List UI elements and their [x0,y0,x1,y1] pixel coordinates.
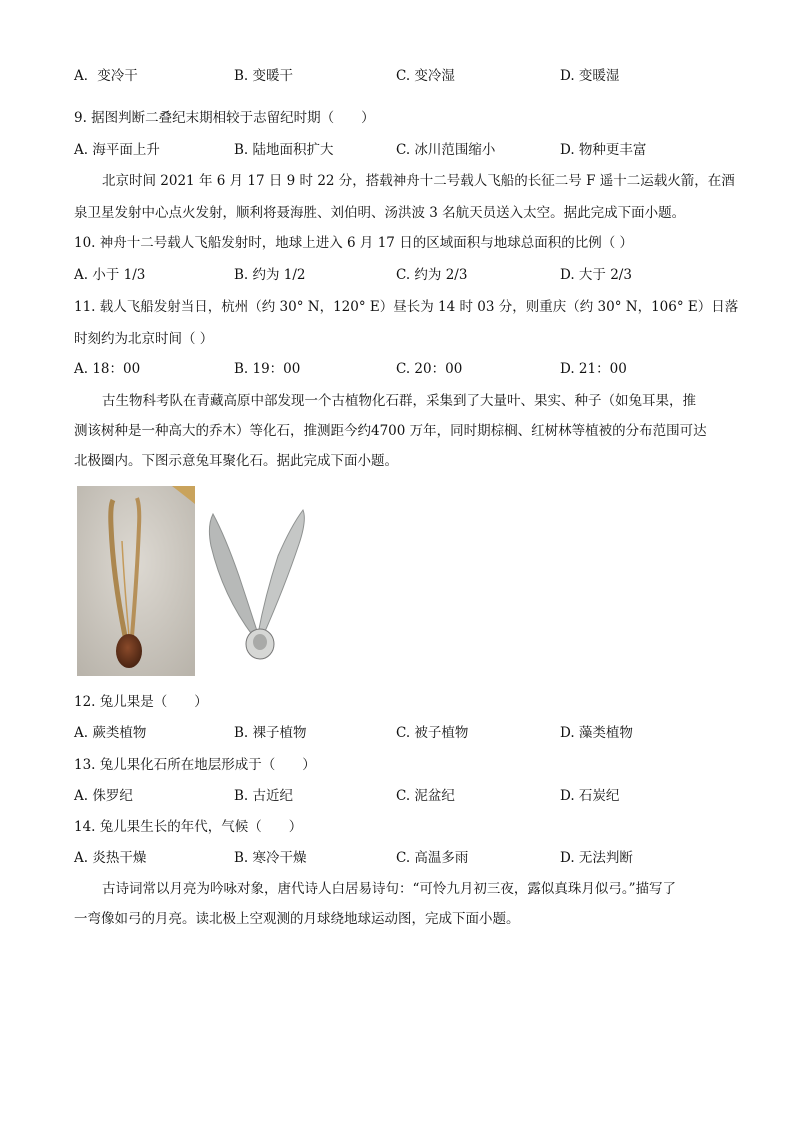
passage-line: 测该树种是一种高大的乔木）等化石，推测距今约4700 万年，同时期棕榈、红树林等植被的分布范围可达 [74,423,707,439]
q9-stem: 9. 据图判断二叠纪末期相较于志留纪时期（ ） [74,110,375,126]
passage-shenzhou [74,172,735,222]
q14-stem: 14. 兔儿果生长的年代，气候（ ） [74,819,303,835]
q13-stem: 13. 兔儿果化石所在地层形成于（ ） [74,757,316,773]
q11-option-c[interactable]: C. 20：00 [396,361,463,377]
q13-option-a[interactable]: A. 侏罗纪 [74,788,133,804]
q13-options [74,787,724,805]
q8-option-d[interactable]: D. 变暖湿 [560,68,620,84]
q14-option-b[interactable]: B. 寒冷干燥 [234,850,307,866]
q8-option-a[interactable]: A．变冷干 [74,68,138,84]
q12-options [74,724,724,742]
q9-options [74,141,724,159]
q8-option-b[interactable]: B. 变暖干 [234,68,294,84]
passage-line: 北极圈内。下图示意兔耳聚化石。据此完成下面小题。 [74,453,398,469]
q11-option-a[interactable]: A. 18：00 [74,361,141,377]
q10-option-c[interactable]: C. 约为 2/3 [396,267,468,283]
q12-option-a[interactable]: A. 蕨类植物 [74,725,147,741]
q10-options [74,266,724,284]
q12-stem: 12. 兔儿果是（ ） [74,694,208,710]
q12-option-c[interactable]: C. 被子植物 [396,725,469,741]
q9-option-c[interactable]: C. 冰川范围缩小 [396,142,496,158]
q9-option-d[interactable]: D. 物种更丰富 [560,142,647,158]
q10-option-b[interactable]: B. 约为 1/2 [234,267,306,283]
q14-options [74,849,724,867]
q9-option-b[interactable]: B. 陆地面积扩大 [234,142,334,158]
passage-line: 一弯像如弓的月亮。读北极上空观测的月球绕地球运动图，完成下面小题。 [74,911,520,927]
passage-moon [74,880,724,928]
passage-line: 古生物科考队在青藏高原中部发现一个古植物化石群，采集到了大量叶、果实、种子（如兔耳果，推 [102,393,696,409]
q11-stem [74,298,739,348]
q11-option-d[interactable]: D. 21：00 [560,361,627,377]
q11-options [74,360,724,378]
q10-stem: 10. 神舟十二号载人飞船发射时，地球上进入 6 月 17 日的区域面积与地球总面积的比例（ ） [74,235,633,251]
q9-option-a[interactable]: A. 海平面上升 [74,142,160,158]
q11-option-b[interactable]: B. 19：00 [234,361,301,377]
passage-fossil [74,392,724,470]
q14-option-d[interactable]: D. 无法判断 [560,850,633,866]
q14-option-a[interactable]: A. 炎热干燥 [74,850,147,866]
q8-options [74,67,724,85]
seed-drawing [203,506,308,662]
q10-option-a[interactable]: A. 小于 1/3 [74,267,146,283]
q13-option-d[interactable]: D. 石炭纪 [560,788,620,804]
q14-option-c[interactable]: C. 高温多雨 [396,850,469,866]
q11-stem-line: 时刻约为北京时间（ ） [74,331,214,347]
passage-line: 古诗词常以月亮为吟咏对象，唐代诗人白居易诗句：“可怜九月初三夜，露似真珠月似弓。”描写了 [102,881,677,897]
q12-option-d[interactable]: D. 藻类植物 [560,725,633,741]
q13-option-b[interactable]: B. 古近纪 [234,788,294,804]
fossil-photo [77,486,195,676]
q11-stem-line: 11. 载人飞船发射当日，杭州（约 30° N，120° E）昼长为 14 时 03 分，则重庆（约 30° N，106° E）日落 [74,299,739,315]
q13-option-c[interactable]: C. 泥盆纪 [396,788,455,804]
q10-option-d[interactable]: D. 大于 2/3 [560,267,632,283]
passage-line: 北京时间 2021 年 6 月 17 日 9 时 22 分，搭载神舟十二号载人飞船的长征二号 F 遥十二运载火箭，在酒 [102,173,735,189]
q8-option-c[interactable]: C. 变冷湿 [396,68,455,84]
passage-line: 泉卫星发射中心点火发射，顺利将聂海胜、刘伯明、汤洪波 3 名航天员送入太空。据此完成下面小题。 [74,205,686,221]
q12-option-b[interactable]: B. 裸子植物 [234,725,307,741]
